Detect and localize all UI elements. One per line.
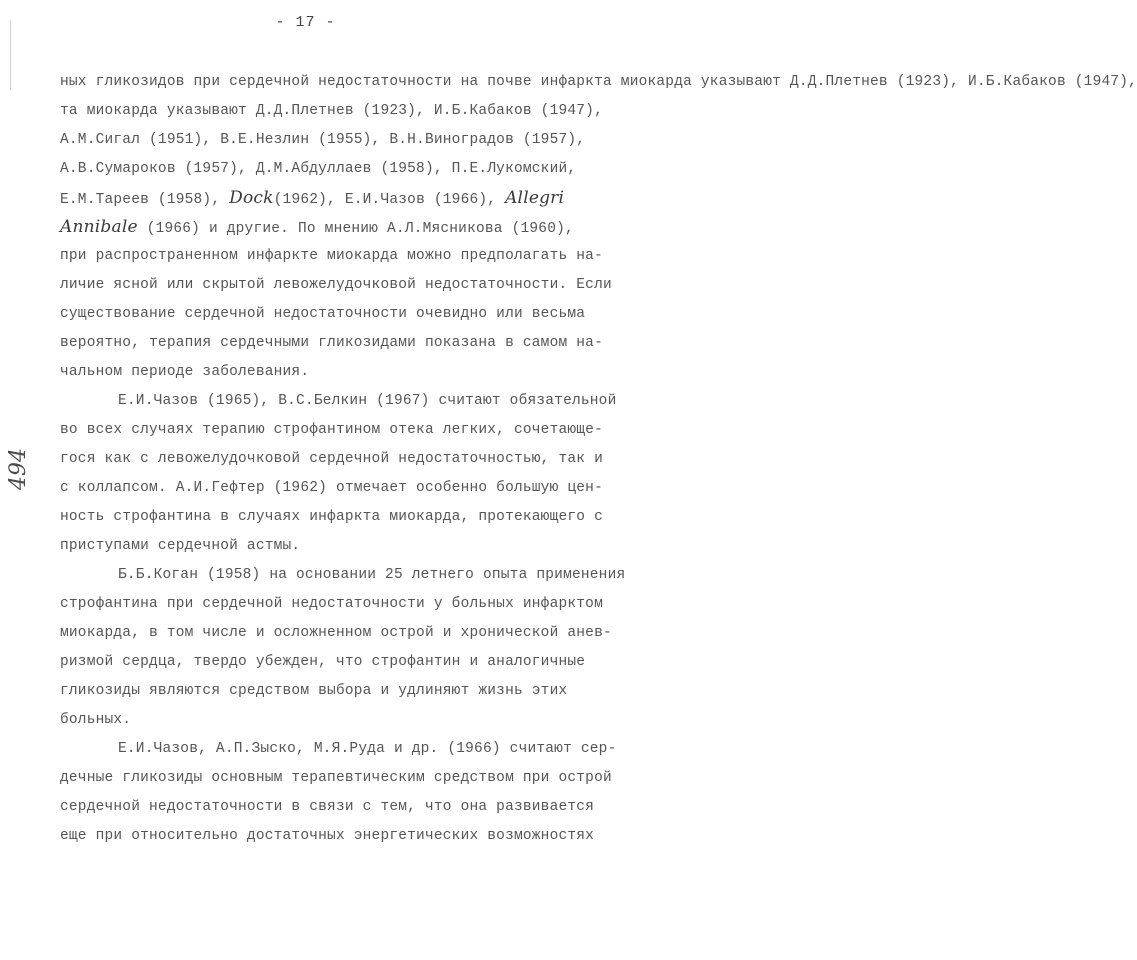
handwritten-name-allegri: Allegri	[505, 188, 565, 208]
text-line: та миокарда указывают Д.Д.Плетнев (1923), И.Б.Кабаков (1947),	[60, 103, 603, 119]
text-line: ность строфантина в случаях инфаркта миокарда, протекающего с	[60, 509, 603, 525]
text-line: приступами сердечной астмы.	[60, 538, 301, 554]
text-line: еще при относительно достаточных энергетических возможностях	[60, 828, 595, 844]
text-line: ных гликозидов при сердечной недостаточности на почве инфаркта миокарда указывают Д.Д.Плетнев (1923), И.Б.Кабаков (1947),	[60, 74, 1137, 90]
text-line: ризмой сердца, твердо убежден, что строфантин и аналогичные	[60, 654, 586, 670]
text-line: дечные гликозиды основным терапевтическим средством при острой	[60, 770, 612, 786]
text-line: строфантина при сердечной недостаточности у больных инфарктом	[60, 596, 603, 612]
text-line: А.М.Сигал (1951), В.Е.Незлин (1955), В.Н.Виноградов (1957),	[60, 132, 586, 148]
page-number: - 17 -	[275, 14, 336, 31]
text-line: Е.М.Тареев (1958), Dock(1962), Е.И.Чазов (1966), Allegri	[60, 188, 565, 208]
text-line: гликозиды являются средством выбора и удлиняют жизнь этих	[60, 683, 568, 699]
paragraph-start-line: Б.Б.Коган (1958) на основании 25 летнего опыта применения	[118, 567, 626, 583]
text-line: с коллапсом. А.И.Гефтер (1962) отмечает особенно большую цен-	[60, 480, 603, 496]
handwritten-name-annibale: Annibale	[60, 217, 138, 237]
text-line: вероятно, терапия сердечными гликозидами показана в самом на-	[60, 335, 603, 351]
text-line: личие ясной или скрытой левожелудочковой недостаточности. Если	[60, 277, 612, 293]
paragraph-start-line: Е.И.Чазов, А.П.Зыско, М.Я.Руда и др. (1966) считают сер-	[118, 741, 617, 757]
handwritten-margin-note: 494	[6, 448, 31, 490]
handwritten-name-dock: Dock	[229, 188, 274, 208]
text-line: сердечной недостаточности в связи с тем, что она развивается	[60, 799, 595, 815]
text-line: больных.	[60, 712, 132, 728]
typed-text-body	[60, 68, 1137, 851]
text-line: Annibale (1966) и другие. По мнению А.Л.Мясникова (1960),	[60, 217, 574, 237]
text-line: существование сердечной недостаточности очевидно или весьма	[60, 306, 586, 322]
text-line: миокарда, в том числе и осложненном острой и хронической анев-	[60, 625, 612, 641]
text-line: гося как с левожелудочковой сердечной недостаточностью, так и	[60, 451, 603, 467]
text-line: А.В.Сумароков (1957), Д.М.Абдуллаев (1958), П.Е.Лукомский,	[60, 161, 577, 177]
text-line: чальном периоде заболевания.	[60, 364, 310, 380]
text-line: при распространенном инфаркте миокарда можно предполагать на-	[60, 248, 603, 264]
paragraph-start-line: Е.И.Чазов (1965), В.С.Белкин (1967) считают обязательной	[118, 393, 617, 409]
text-line: во всех случаях терапию строфантином отека легких, сочетающе-	[60, 422, 603, 438]
